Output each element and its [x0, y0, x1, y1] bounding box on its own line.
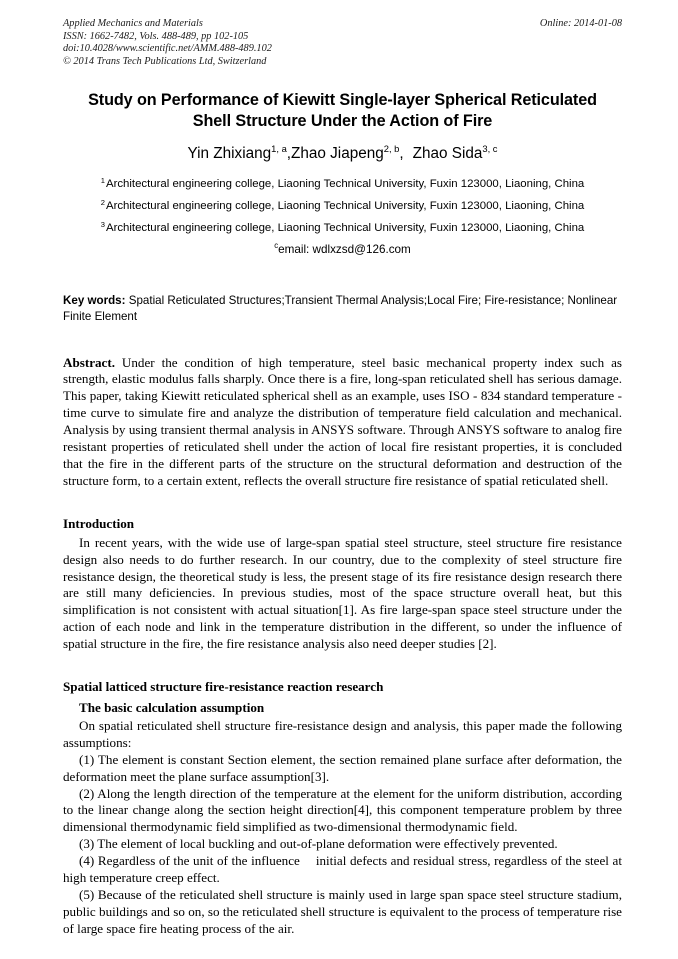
abstract-label: Abstract.: [63, 354, 115, 370]
section-heading-introduction: Introduction: [63, 515, 135, 531]
author-separator-1: ,: [286, 145, 292, 163]
issn-line: ISSN: 1662-7482, Vols. 488-489, pp 102-105: [63, 30, 249, 42]
affiliation-2: [63, 195, 622, 217]
author-list: [63, 144, 622, 164]
assumption-intro-paragraph: On spatial reticulated shell structure fire-resistance design and analysis, this paper made the following assumptions:: [63, 717, 622, 750]
author-affiliation-marker-1: 1, a: [271, 143, 287, 155]
abstract-text: Under the condition of high temperature, steel basic mechanical property index such as strength, elastic modulus falls sharply. Once there is a fire, long-span reticulated shell has serious damage. This paper, taking Kiewitt reticulated spherical shell as an example, uses ISO - 834 standard temperature - time curve to simulate fire and analyze the distribution of temperature field calculation and mechanical. Analysis by using transient thermal analysis in ANSYS software. Through ANSYS software to analog fire resistant properties of reticulated shell under the action of local fire resistant properties, it is concluded that the fire in the different parts of the structure on the structural deformation and destruction of the structure form, to a certain extent, reflects the overall structure fire resistance of spatial reticulated shell.: [63, 354, 622, 488]
keywords-text: Spatial Reticulated Structures;Transient Thermal Analysis;Local Fire; Fire-resistance; Nonlinear Finite Element: [63, 294, 618, 323]
email-marker: c: [274, 241, 279, 251]
assumption-item-5: (5) Because of the reticulated shell structure is mainly used in large span space steel structure stadium, public buildings and so on, so the reticulated shell structure is equivalent to the process of temperature rise of large space fire heating process of the air.: [63, 886, 622, 936]
affiliation-list: [63, 173, 622, 239]
corresponding-email: [63, 240, 622, 260]
page-content: [63, 18, 622, 938]
keywords-label: Key words:: [63, 294, 126, 308]
introduction-paragraph: In recent years, with the wide use of large-span spatial steel structure, steel structure fire resistance design also needs to do further research. In our country, due to the complexity of steel structure fire resistance design, the theoretical study is less, the present stage of its fire resistance design research there are still many deficiencies. In previous studies, most of the space structure overall heat, but this simplification is not consistent with actual situation[1]. As fire large-span space steel structure under the action of each node and link in the temperature distribution in the different, so under the influence of spatial structure in the fire, the fire resistance analysis also need deeper studies [2].: [63, 534, 622, 652]
assumption-item-2: (2) Along the length direction of the temperature at the element for the uniform distribution, according to the linear change along the section height direction[4], this component temperature problem by three dimensional thermodynamic field simplified as two-dimensional thermodynamic field.: [63, 785, 622, 835]
affiliation-marker-1: 1: [100, 175, 105, 185]
author-name-1: Yin Zhixiang: [187, 145, 272, 163]
author-affiliation-marker-2: 2, b: [383, 143, 400, 155]
copyright-line: © 2014 Trans Tech Publications Ltd, Switzerland: [63, 55, 267, 67]
assumption-item-4-part1: (4) Regardless of the unit of the influence: [79, 853, 300, 869]
subsection-heading-basic-assumption: The basic calculation assumption: [79, 699, 265, 715]
affiliation-text-2: Architectural engineering college, Liaoning Technical University, Fuxin 123000, Liaoning, China: [105, 200, 585, 213]
affiliation-marker-3: 3: [100, 219, 105, 229]
author-separator-2: ,: [399, 145, 404, 163]
assumption-item-3: (3) The element of local buckling and out-of-plane deformation were effectively prevented.: [79, 836, 558, 852]
author-affiliation-marker-3: 3, c: [482, 143, 498, 155]
section-heading-spatial-latticed: Spatial latticed structure fire-resistance reaction research: [63, 679, 384, 695]
author-name-3: Zhao Sida: [412, 145, 483, 163]
assumption-item-4-part2: initial defects and residual stress, regardless of the steel at high temperature creep effect.: [63, 853, 622, 886]
author-name-2: Zhao Jiapeng: [291, 145, 384, 163]
affiliation-text-1: Architectural engineering college, Liaoning Technical University, Fuxin 123000, Liaoning, China: [105, 178, 585, 191]
assumption-item-4: [63, 853, 622, 887]
affiliation-text-3: Architectural engineering college, Liaoning Technical University, Fuxin 123000, Liaoning, China: [105, 222, 585, 235]
online-date: Online: 2014-01-08: [539, 18, 622, 29]
page-title: Study on Performance of Kiewitt Single-layer Spherical Reticulated Shell Structure Under the Action of Fire: [88, 91, 597, 131]
affiliation-1: [63, 173, 622, 195]
abstract-block: [63, 355, 622, 490]
keywords-block: [63, 293, 622, 324]
email-text: email: wdlxzsd@126.com: [278, 243, 411, 257]
assumption-item-1: (1) The element is constant Section element, the section remained plane surface after deformation, the deformation meet the plane surface assumption[3].: [63, 751, 622, 784]
journal-name: Applied Mechanics and Materials: [63, 18, 203, 29]
journal-header: [63, 18, 622, 68]
doi-line: doi:10.4028/www.scientific.net/AMM.488-489.102: [63, 43, 272, 55]
affiliation-marker-2: 2: [100, 197, 105, 207]
affiliation-3: [63, 217, 622, 239]
